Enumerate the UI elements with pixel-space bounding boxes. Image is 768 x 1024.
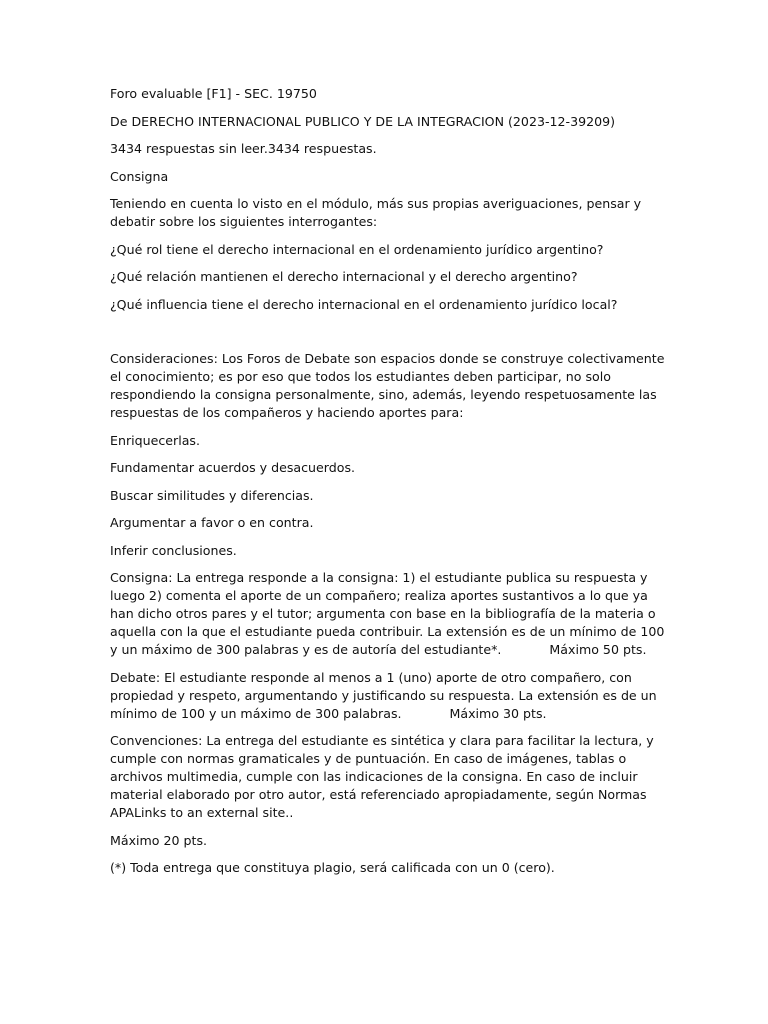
list-item-buscar: Buscar similitudes y diferencias. [110,487,314,503]
question-1: ¿Qué rol tiene el derecho internacional en el ordenamiento jurídico argentino? [110,241,604,257]
forum-title: Foro evaluable [F1] - SEC. 19750 [110,86,317,101]
criterion-consigna-text: Consigna: La entrega responde a la consigna: 1) el estudiante publica su respuesta y luego 2) comenta el aporte de un compañero; realiza aportes sustantivos a lo que ya han dicho otros pares y el tutor; argumenta con base en la bibliografía de la materia o aquella con la que el estudiante pueda contribuir. La extensión es de un mínimo de 100 y un máximo de 300 palabras y es de autoría del estudiante*. [110,570,669,657]
external-link[interactable]: Links to an external site. [134,805,290,820]
question-2: ¿Qué relación mantienen el derecho internacional y el derecho argentino? [110,269,578,284]
list-item-argumentar: Argumentar a favor o en contra. [110,515,314,530]
document-page [110,85,670,887]
criterion-debate-text: Debate: El estudiante responde al menos a 1 (uno) aporte de otro compañero, con propiedad y respeto, argumentando y justificando su respuesta. La extensión es de un mínimo de 100 y un máximo de 300 palabras. [110,669,661,721]
list-item-enriquecer: Enriquecerlas. [110,432,200,448]
criterion-consigna-points: Máximo 50 pts. [549,642,647,657]
criterion-convenciones-text: Convenciones: La entrega del estudiante es sintética y clara para facilitar la lectura, y cumple con normas gramaticales y de puntuación. En caso de imágenes, tablas o archivos multimedia, cumple con las indicaciones de la consigna. En caso de incluir material elaborado por otro autor, está referenciado apropiadamente, según Normas APA [110,733,658,820]
list-item-inferir: Inferir conclusiones. [110,542,237,558]
consigna-heading: Consigna [110,168,169,184]
criterion-consigna [110,569,670,659]
consigna-intro: Teniendo en cuenta lo visto en el módulo, más sus propias averiguaciones, pensar y debatir sobre los siguientes interrogantes: [110,196,646,229]
criterion-convenciones-end: . [289,805,294,820]
criterion-convenciones-points: Máximo 20 pts. [110,832,208,848]
question-3: ¿Qué influencia tiene el derecho internacional en el ordenamiento jurídico local? [110,296,618,312]
consideraciones-intro: Consideraciones: Los Foros de Debate son espacios donde se construye colectivamente el conocimiento; es por eso que todos los estudiantes deben participar, no solo respondiendo la consigna personalmente, sino, además, leyendo respetuosamente las respuestas de los compañeros y haciendo aportes para: [110,351,669,420]
list-item-fundamentar: Fundamentar acuerdos y desacuerdos. [110,460,356,475]
plagio-note: (*) Toda entrega que constituya plagio, será calificada con un 0 (cero). [110,860,555,875]
course-name: De DERECHO INTERNACIONAL PUBLICO Y DE LA INTEGRACION (2023-12-39209) [110,113,616,129]
criterion-debate [110,669,670,723]
criterion-convenciones [110,732,670,822]
replies-count: 3434 respuestas sin leer.3434 respuestas. [110,141,377,156]
blank-line [110,323,670,350]
criterion-debate-points: Máximo 30 pts. [449,705,547,721]
